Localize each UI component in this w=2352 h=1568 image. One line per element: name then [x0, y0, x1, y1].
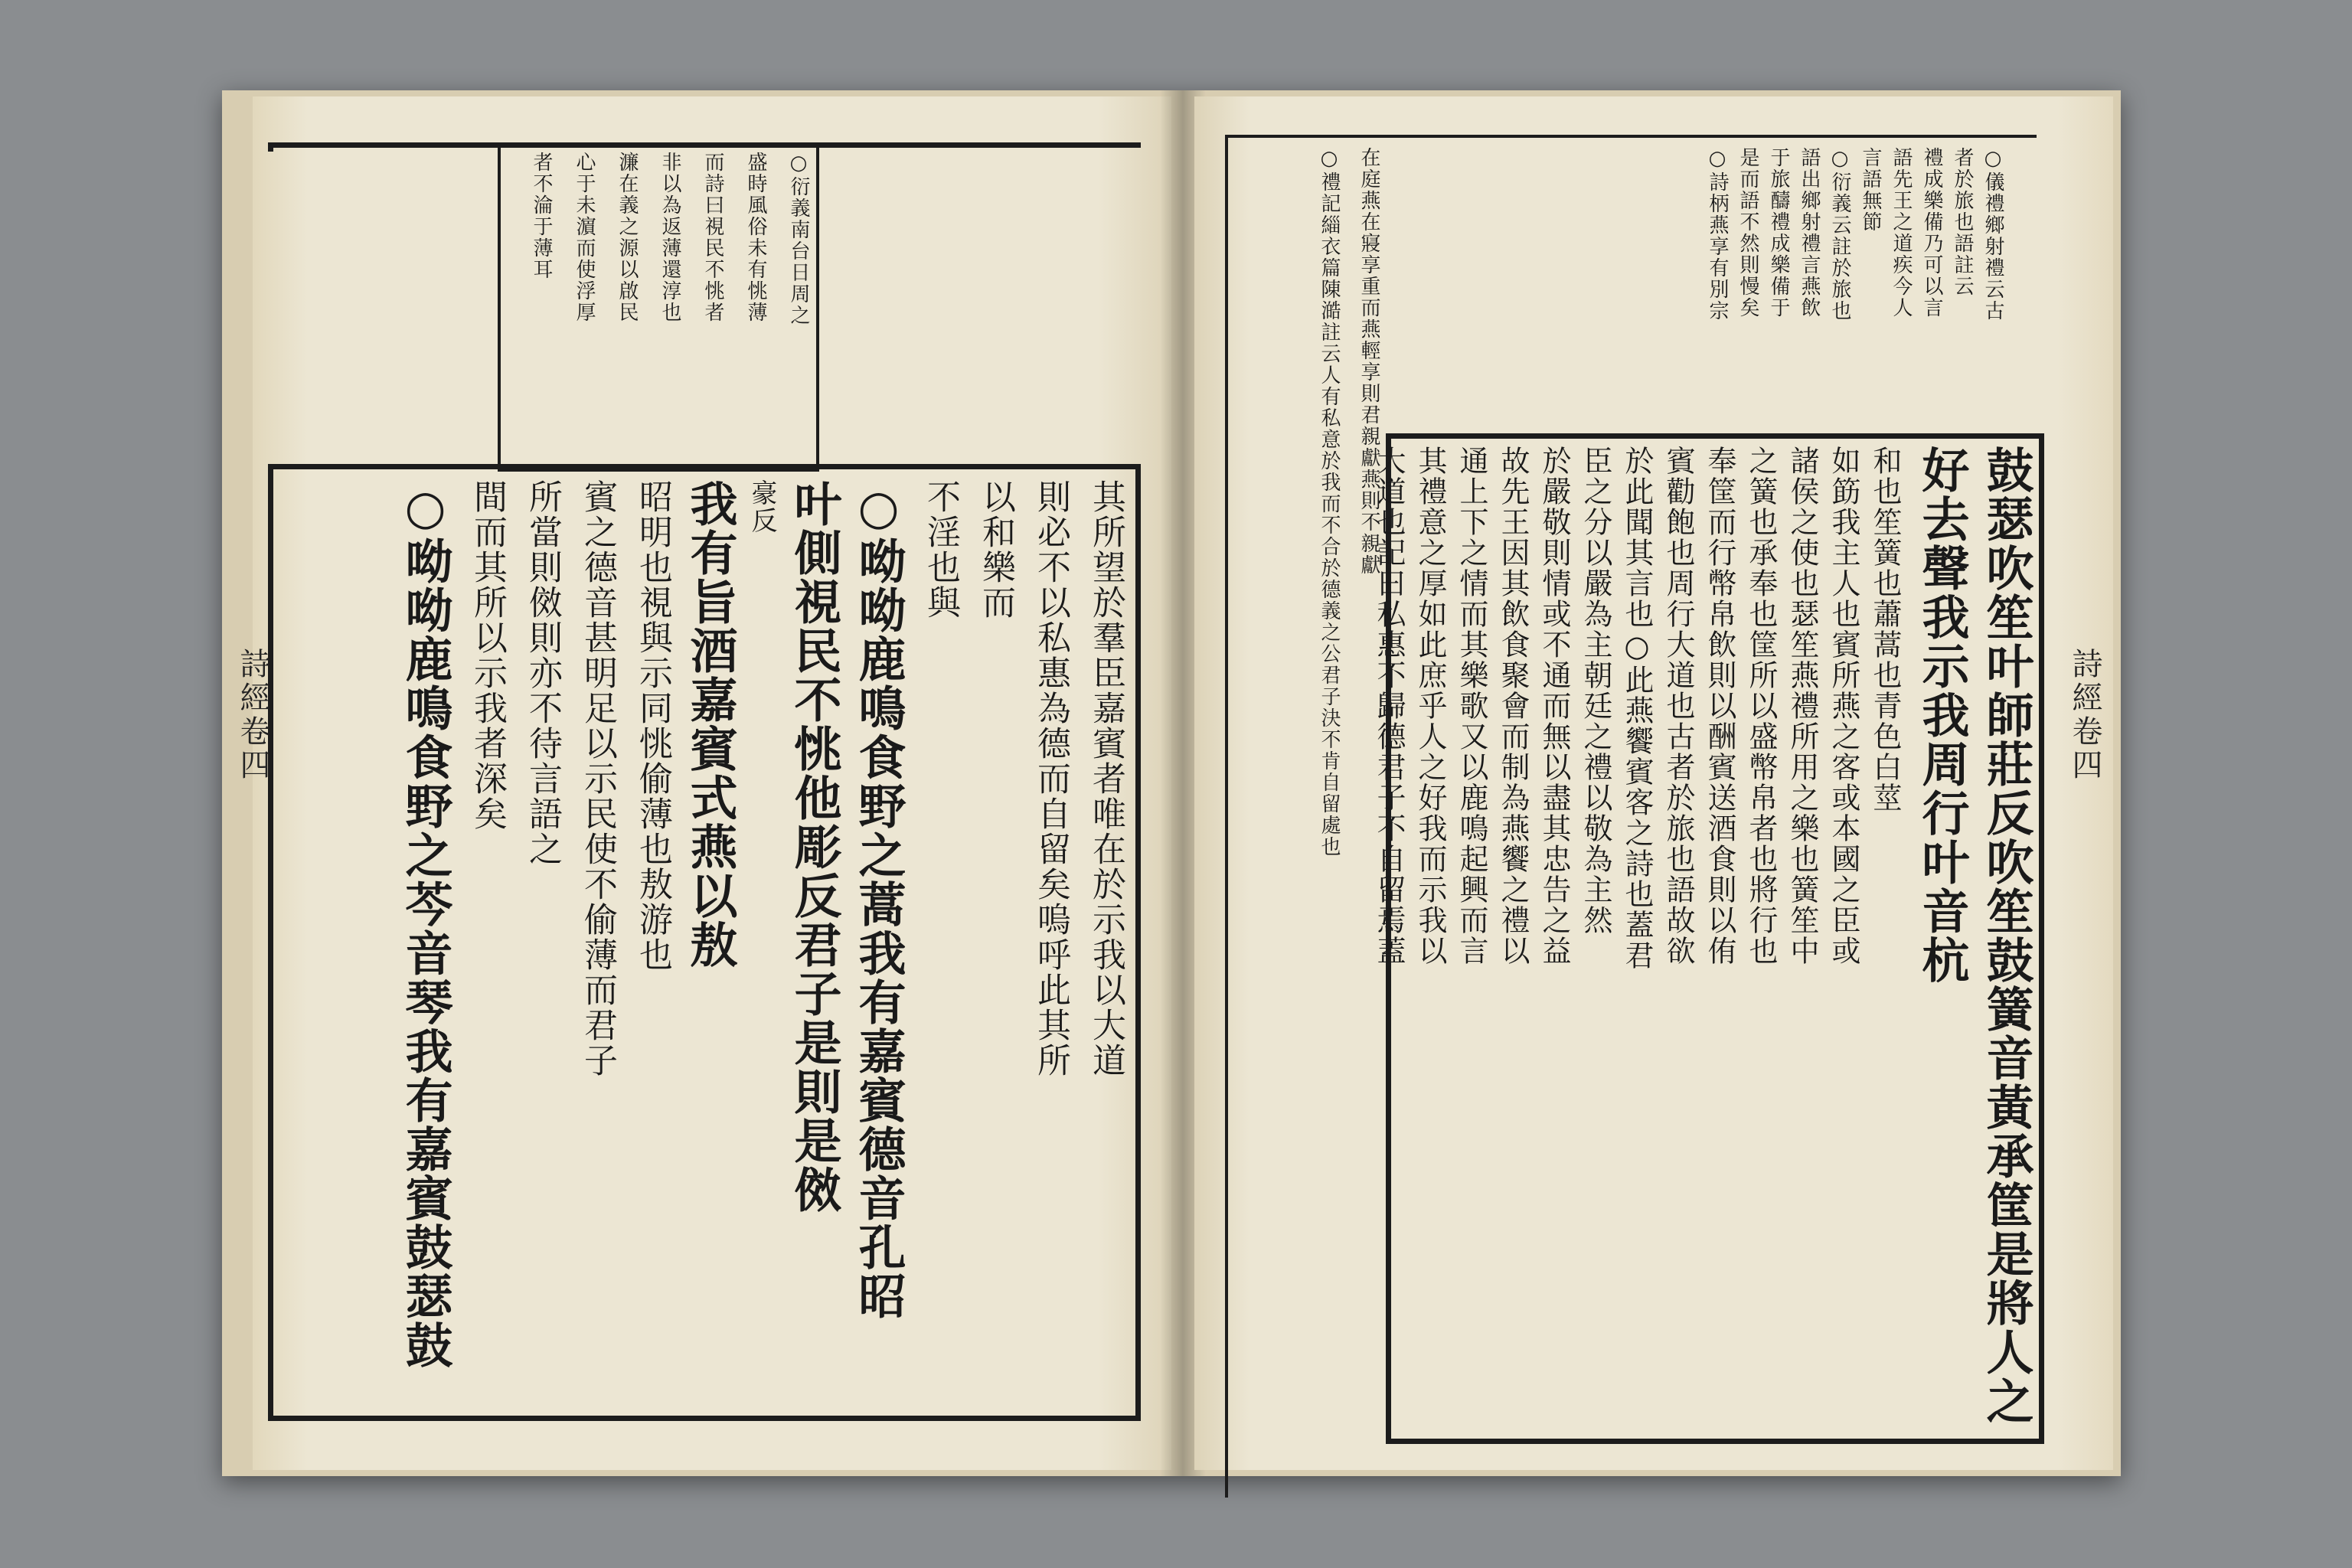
left-main-column: 我有旨酒嘉賓式燕以敖 [682, 479, 738, 969]
right-commentary-column: 是而語不然則慢矣 [1736, 147, 1759, 318]
right-commentary-column: 于旅醻禮成樂備于 [1767, 147, 1790, 318]
right-main-column: 其禮意之厚如此庶乎人之好我而示我以 [1413, 446, 1447, 966]
right-page [1194, 96, 2113, 1470]
left-main-column: 所當則傚則亦不待言語之 [523, 479, 562, 867]
right-commentary-column: 者於旅也語註云 [1951, 147, 1974, 297]
right-main-column: 通上下之情而其樂歌又以鹿鳴起興而言 [1455, 446, 1488, 966]
left-commentary-column: 盛時風俗未有恌薄 [744, 152, 767, 323]
right-commentary-column: 言語無節 [1859, 147, 1882, 233]
left-commentary-column: 者不淪于薄耳 [530, 152, 553, 280]
right-commentary-column: ○儀禮鄉射禮云古 [1981, 147, 2004, 322]
right-main-column: 之簧也承奉也筐所以盛幣帛者也將行也 [1744, 446, 1778, 966]
right-main-column: 諸侯之使也瑟笙燕禮所用之樂也簧笙中 [1785, 446, 1819, 966]
right-main-column: 賓勸飽也周行大道也古者於旅也語故欲 [1661, 446, 1695, 966]
left-commentary-column: 而詩曰視民不恌者 [701, 152, 724, 323]
right-commentary-column: 語先王之道疾今人 [1890, 147, 1913, 318]
left-commentary-column: 非以為返薄還淳也 [658, 152, 681, 323]
right-main-column: 和也笙簧也蕭蒿也青色白莖 [1868, 446, 1902, 813]
left-main-column: 以和樂而 [976, 479, 1015, 620]
right-margin-title: 詩經卷四 [2067, 648, 2102, 782]
left-margin-title: 詩經卷四 [235, 648, 270, 782]
left-main-column: 叶側視民不恌他彫反君子是則是傚 [786, 479, 842, 1214]
right-main-column: 於嚴敬則情或不通而無以盡其忠告之益 [1537, 446, 1571, 966]
right-commentary-column: 在庭燕在寢享重而燕輕享則君親獻燕則不親獻 [1357, 147, 1380, 576]
left-main-column: 豪反 [746, 479, 777, 534]
left-top-rule [268, 142, 1141, 152]
left-page [235, 96, 1171, 1470]
right-main-column: 臣之分以嚴為主朝廷之禮以敬為主然 [1579, 446, 1612, 936]
right-main-column: 鼓瑟吹笙叶師莊反吹笙鼓簧音黃承筐是將人之 [1978, 446, 2034, 1426]
right-main-column: 大道也記曰私惠不歸德君子不自留焉蓋 [1372, 446, 1406, 966]
right-commentary-column: 禮成樂備乃可以言 [1920, 147, 1943, 318]
right-commentary-column: 語出鄉射禮言燕飲 [1798, 147, 1821, 318]
right-commentary-column: ○禮記緇衣篇陳澔註云人有私意於我而不合於德義之公君子決不肯自留處也 [1318, 147, 1341, 858]
right-commentary-column: ○詩柄燕享有別宗 [1706, 147, 1729, 322]
left-main-column: 賓之德音甚明足以示民使不偷薄而君子 [578, 479, 617, 1078]
left-commentary-column: 濂在義之源以啟民 [616, 152, 639, 323]
open-book [222, 90, 2121, 1476]
right-main-column: 如筯我主人也賓所燕之客或本國之臣或 [1827, 446, 1860, 966]
left-main-column: 昭明也視與示同恌偷薄也敖游也 [633, 479, 672, 972]
left-main-column: 不淫也與 [921, 479, 960, 620]
right-main-column: 於此聞其言也○此燕饗賓客之詩也蓋君 [1620, 446, 1654, 971]
left-main-column: 間而其所以示我者深矣 [468, 479, 507, 831]
right-main-column: 好去聲我示我周行叶音杭 [1914, 446, 1970, 985]
right-main-column: 奉筐而行幣帛飲則以酬賓送酒食則以侑 [1703, 446, 1736, 966]
left-main-column: ○呦呦鹿鳴食野之蒿我有嘉賓德音孔昭 [851, 479, 906, 1321]
left-commentary-column: ○衍義南台日周之 [787, 152, 810, 326]
left-main-column: ○呦呦鹿鳴食野之芩音琴我有嘉賓鼓瑟鼓 [397, 479, 453, 1370]
left-commentary-column: 心于未濵而使浮厚 [573, 152, 596, 323]
left-main-column: 則必不以私惠為德而自留矣嗚呼此其所 [1031, 479, 1070, 1078]
left-main-column: 其所望於羣臣嘉賓者唯在於示我以大道 [1086, 479, 1125, 1078]
right-main-column: 故先王因其飲食聚會而制為燕饗之禮以 [1496, 446, 1530, 966]
right-commentary-column: ○衍義云註於旅也 [1828, 147, 1851, 322]
